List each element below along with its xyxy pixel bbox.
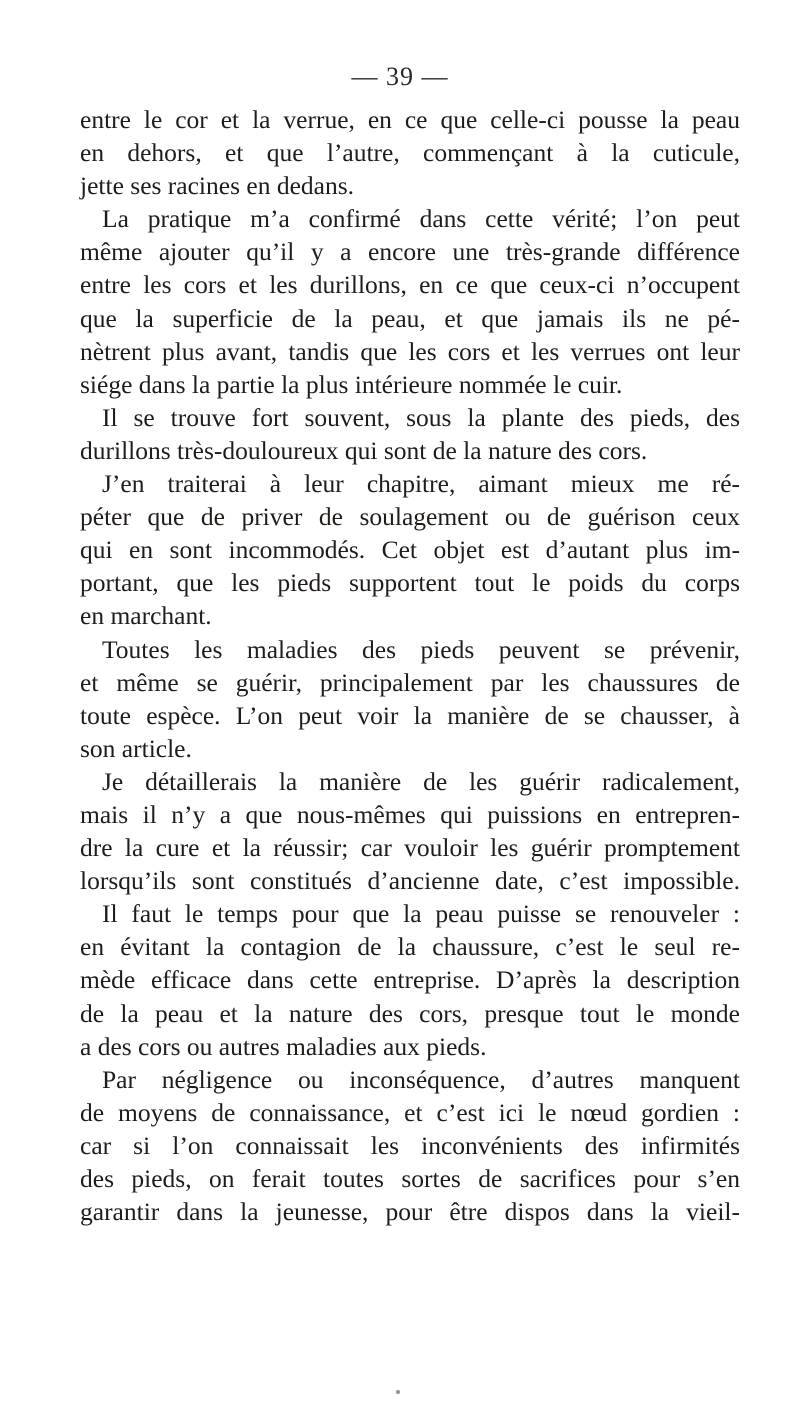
paragraph-start-line: Toutes les maladies des pieds peuvent se prévenir,	[102, 634, 740, 664]
text-line: en marchant.	[80, 601, 212, 631]
text-line: durillons très-douloureux qui sont de la nature des cors.	[80, 435, 648, 465]
text-line: jette ses racines en dedans.	[80, 171, 355, 201]
paragraph-start-line: Par négligence ou inconséquence, d’autres manquent	[102, 1064, 740, 1094]
body-text	[80, 103, 740, 1228]
text-line: en évitant la contagion de la chaussure, c’est le seul re-	[80, 932, 740, 962]
text-line: mède efficace dans cette entreprise. D’après la description	[80, 965, 740, 995]
paragraph-start-line: Il se trouve fort souvent, sous la plante des pieds, des	[102, 402, 740, 432]
ink-speck	[396, 1390, 400, 1394]
paragraph-start-line: Je détaillerais la manière de les guérir radicalement,	[102, 766, 740, 796]
paragraph-start-line: Il faut le temps pour que la peau puisse se renouveler :	[102, 899, 740, 929]
text-line: des pieds, on ferait toutes sortes de sacrifices pour s’en	[80, 1164, 740, 1193]
text-line: entre les cors et les durillons, en ce que ceux-ci n’occupent	[80, 270, 740, 300]
text-line: même ajouter qu’il y a encore une très-grande différence	[80, 237, 740, 267]
page-number: — 39 —	[351, 62, 449, 91]
text-line: nètrent plus avant, tandis que les cors et les verrues ont leur	[80, 336, 740, 366]
text-line: toute espèce. L’on peut voir la manière de se chausser, à	[80, 700, 740, 730]
text-line: et même se guérir, principalement par les chaussures de	[80, 667, 740, 697]
text-line: garantir dans la jeunesse, pour être dispos dans la vieil-	[80, 1197, 740, 1227]
text-line: lorsqu’ils sont constitués d’ancienne date, c’est impossible.	[80, 866, 740, 896]
text-line: péter que de priver de soulagement ou de guérison ceux	[80, 502, 740, 532]
text-line: qui en sont incommodés. Cet objet est d’autant plus im-	[80, 535, 740, 565]
text-line: en dehors, et que l’autre, commençant à la cuticule,	[80, 138, 740, 168]
text-line: a des cors ou autres maladies aux pieds.	[80, 1031, 487, 1061]
paragraph-start-line: J’en traiterai à leur chapitre, aimant mieux me ré-	[102, 469, 740, 499]
text-line: de la peau et la nature des cors, presque tout le monde	[80, 998, 740, 1028]
text-line: que la superficie de la peau, et que jamais ils ne pé-	[80, 303, 740, 333]
text-line: mais il n’y a que nous-mêmes qui puissions en entrepren-	[80, 799, 740, 829]
text-line: entre le cor et la verrue, en ce que celle-ci pousse la peau	[80, 105, 740, 134]
text-line: portant, que les pieds supportent tout le poids du corps	[80, 568, 740, 598]
text-line: dre la cure et la réussir; car vouloir les guérir promptement	[80, 833, 740, 863]
text-line: de moyens de connaissance, et c’est ici le nœud gordien :	[80, 1097, 740, 1127]
text-line: car si l’on connaissait les inconvénients des infirmités	[80, 1130, 740, 1160]
text-line: son article.	[80, 733, 192, 763]
paragraph-start-line: La pratique m’a confirmé dans cette vérité; l’on peut	[102, 204, 740, 234]
text-line: siége dans la partie la plus intérieure nommée le cuir.	[80, 369, 623, 399]
